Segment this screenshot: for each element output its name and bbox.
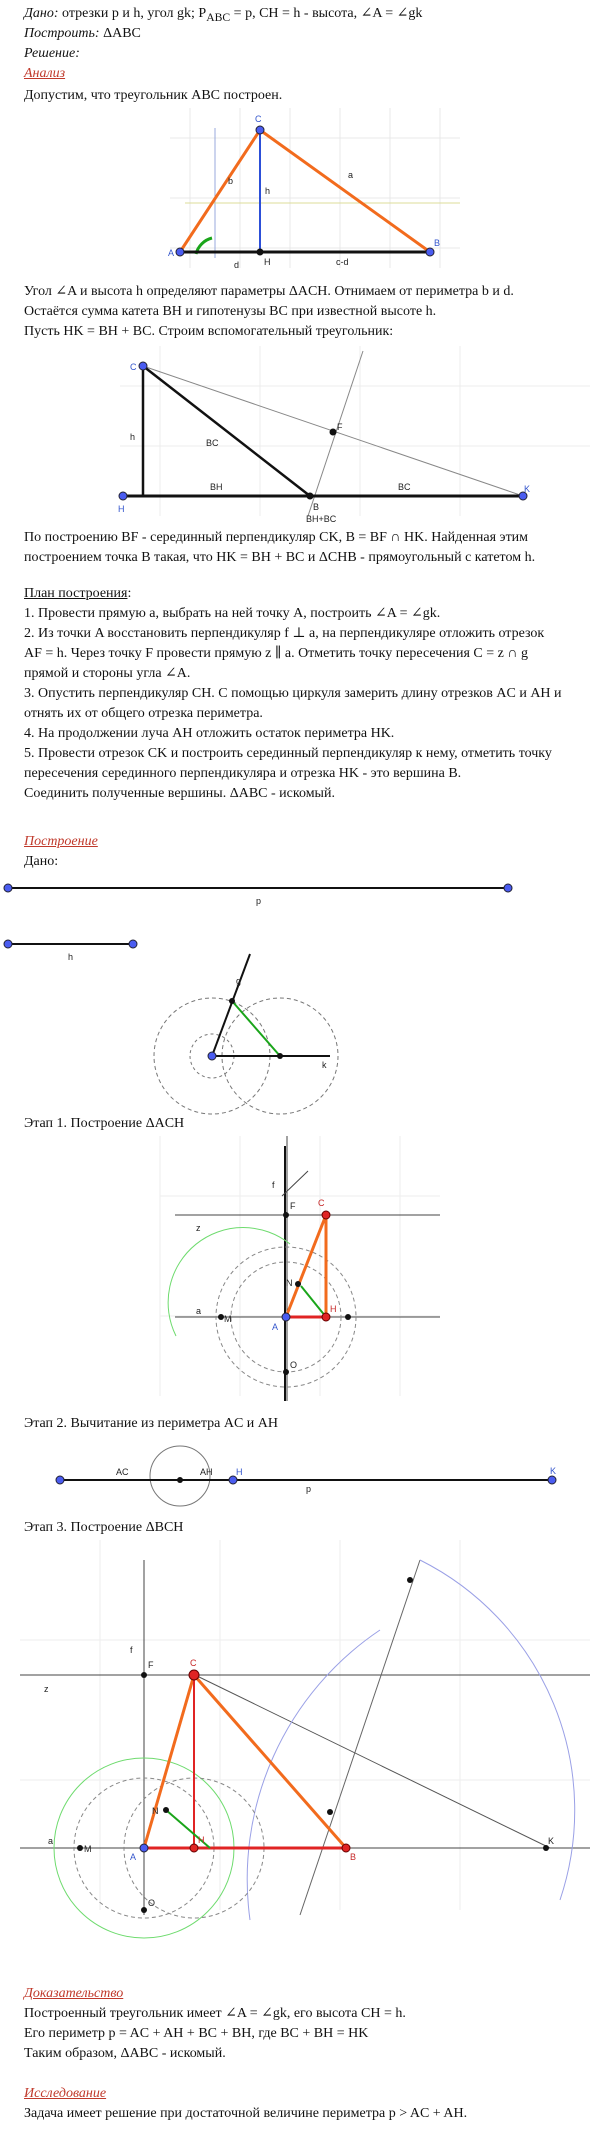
analysis-p5: По построению BF - серединный перпендикуляр CK, B = BF ∩ HK. Найденная этим — [24, 530, 529, 545]
s3-label-k: K — [548, 1836, 555, 1846]
s1-label-f: f — [272, 1180, 275, 1190]
s3-label-b: B — [350, 1852, 357, 1862]
plan-step-3: 3. Опустить перпендикуляр CH. С помощью циркуля замерить длину отрезков AC и AH и — [24, 686, 562, 701]
given-label-k: k — [322, 1060, 327, 1070]
construct-text: ΔABC — [103, 26, 141, 41]
construct-line — [24, 24, 590, 44]
stage2-title: Этап 2. Вычитание из периметра AC и AH — [24, 1416, 278, 1431]
plan-heading: План построения — [24, 586, 128, 601]
plan-step-4: 4. На продолжении луча AH отложить остаток периметра HK. — [24, 726, 395, 741]
label-a: A — [168, 248, 175, 258]
s1-label-c: C — [318, 1198, 325, 1208]
label-c-d: c-d — [336, 257, 349, 267]
aux-label-k: K — [524, 484, 531, 494]
point-h — [257, 249, 264, 256]
plan-colon: : — [127, 586, 132, 601]
plan-step-2c: прямой и стороны угла ∠A. — [24, 666, 191, 681]
given-label-h: h — [68, 952, 74, 962]
plan-step-5b: пересечения серединного перпендикуляра и отрезка HK - это вершина B. — [24, 766, 462, 781]
label-side-b: b — [228, 176, 234, 186]
plan-heading-line — [24, 584, 590, 604]
label-d: d — [234, 260, 240, 270]
plan-step-1: 1. Провести прямую a, выбрать на ней точку A, построить ∠A = ∠gk. — [24, 606, 441, 621]
analysis-heading: Анализ — [24, 66, 66, 81]
plan-step-final: Соединить полученные вершины. ΔABC - искомый. — [24, 786, 335, 801]
proof-line-1: Построенный треугольник имеет ∠A = ∠gk, его высота CH = h. — [24, 2006, 406, 2021]
construct-label: Построить: — [24, 26, 100, 41]
given-text: отрезки p и h, угол gk; P — [62, 6, 207, 21]
s3-label-h: H — [198, 1835, 205, 1845]
aux-label-b: B — [313, 502, 320, 512]
s3-label-m: M — [84, 1844, 92, 1854]
label-height-h: h — [265, 186, 271, 196]
stage1-title: Этап 1. Построение ΔACH — [24, 1116, 185, 1131]
s1-label-z: z — [196, 1223, 201, 1233]
given-label: Дано: — [24, 6, 59, 21]
point-c — [256, 126, 264, 134]
construction-given: Дано: — [24, 854, 59, 869]
s1-label-m: M — [224, 1314, 232, 1324]
given-elements-figure — [0, 876, 600, 1106]
plan-step-5: 5. Провести отрезок CK и построить серединный перпендикуляр к нему, отметить точку — [24, 746, 552, 761]
label-h: H — [264, 257, 271, 267]
s2-label-ac: AC — [116, 1467, 129, 1477]
aux-point-f — [330, 429, 337, 436]
aux-point-h — [119, 492, 127, 500]
s1-label-cap-a: A — [272, 1322, 279, 1332]
aux-label-h-side: h — [130, 432, 136, 442]
aux-label-bc2: BC — [398, 482, 411, 492]
solution-label: Решение: — [24, 46, 80, 61]
aux-label-h: H — [118, 504, 125, 514]
s3-label-c: C — [190, 1658, 197, 1668]
plan-step-2b: AF = h. Через точку F провести прямую z ∥ a. Отметить точку пересечения C = z ∩ g — [24, 646, 528, 661]
analysis-p4: Пусть HK = BH + BC. Строим вспомогательный треугольник: — [24, 324, 394, 339]
proof-heading: Доказательство — [24, 1986, 124, 2001]
label-c: C — [255, 114, 262, 124]
stage2-figure — [0, 1436, 600, 1516]
s1-label-h: H — [330, 1304, 337, 1314]
aux-point-c — [139, 362, 147, 370]
s1-label-n: N — [286, 1278, 293, 1288]
plan-step-3b: отнять их от общего отрезка периметра. — [24, 706, 263, 721]
s1-label-o: O — [290, 1360, 298, 1370]
s3-label-f: f — [130, 1645, 133, 1655]
s3-label-cap-f: F — [148, 1660, 154, 1670]
s3-label-o: O — [148, 1898, 156, 1908]
s2-label-k: K — [550, 1466, 557, 1476]
s1-label-cap-f: F — [290, 1201, 296, 1211]
plan-step-2: 2. Из точки A восстановить перпендикуляр f ⊥ a, на перпендикуляре отложить отрезок — [24, 626, 545, 641]
aux-label-bh-bc: BH+BC — [306, 514, 337, 524]
construction-heading: Построение — [24, 834, 98, 849]
point-b — [426, 248, 434, 256]
given-label-g: g — [236, 976, 242, 986]
aux-label-bc1: BC — [206, 438, 219, 448]
s1-label-a: a — [196, 1306, 202, 1316]
analysis-p2: Угол ∠A и высота h определяют параметры ΔACH. Отнимаем от периметра b и d. — [24, 284, 514, 299]
s3-label-a: a — [48, 1836, 54, 1846]
point-a — [176, 248, 184, 256]
proof-line-3: Таким образом, ΔABC - искомый. — [24, 2046, 226, 2061]
given-label-p: p — [256, 896, 262, 906]
stage3-figure — [0, 1540, 600, 1920]
s3-label-cap-a: A — [130, 1852, 137, 1862]
s3-label-z: z — [44, 1684, 49, 1694]
label-b: B — [434, 238, 441, 248]
triangle-abc-shape — [180, 130, 430, 252]
stage1-figure — [0, 1136, 600, 1406]
s2-label-h: H — [236, 1467, 243, 1477]
analysis-triangle-figure — [0, 108, 600, 278]
aux-label-bh: BH — [210, 482, 223, 492]
given-sub: ABC — [206, 10, 231, 24]
given-text2: = p, CH = h - высота, ∠A = ∠gk — [230, 6, 423, 21]
auxiliary-triangle-figure — [0, 346, 600, 526]
research-line-1: Задача имеет решение при достаточной величине периметра p > AC + AH. — [24, 2106, 468, 2121]
label-side-a: a — [348, 170, 354, 180]
analysis-p1: Допустим, что треугольник ABC построен. — [24, 88, 283, 103]
s2-label-ah: AH — [200, 1467, 213, 1477]
aux-label-c: C — [130, 362, 137, 372]
stage3-title: Этап 3. Построение ΔBCH — [24, 1520, 184, 1535]
s3-label-n: N — [152, 1806, 159, 1816]
s2-label-p: p — [306, 1484, 312, 1494]
analysis-p3: Остаётся сумма катета BH и гипотенузы BC при известной высоте h. — [24, 304, 437, 319]
research-heading: Исследование — [24, 2086, 107, 2101]
aux-label-f: F — [337, 422, 343, 432]
analysis-p6: построением точка B такая, что HK = BH + BC и ΔCHB - прямоугольный с катетом h. — [24, 550, 536, 565]
aux-point-b — [307, 493, 314, 500]
proof-line-2: Его периметр p = AC + AH + BC + BH, где BC + BH = HK — [24, 2026, 369, 2041]
